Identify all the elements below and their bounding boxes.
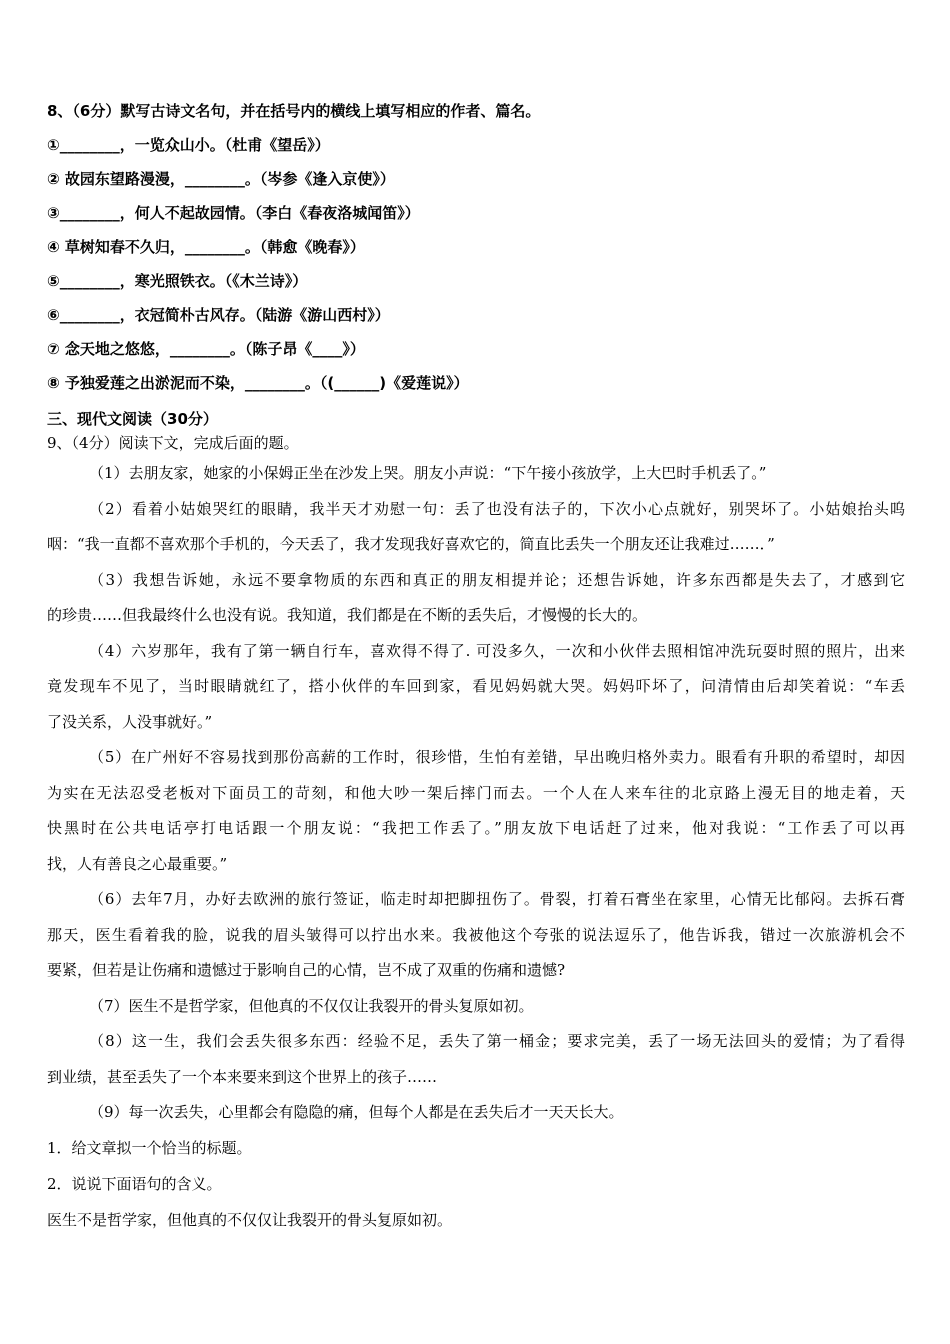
paragraph-5-line: 找，人有善良之心最重要。” [47,854,228,873]
paragraph-3-line: 的珍贵……但我最终什么也没有说。我知道，我们都是在不断的丢失后，才慢慢的长大的。 [47,606,648,624]
section-heading: 三、现代文阅读（30分） [47,410,218,428]
q8-item-3: ③________，何人不起故园情。（李白《春夜洛城闻笛》） [47,204,420,222]
paragraph-2-line: 咽：“我一直都不喜欢那个手机的，今天丢了，我才发现我好喜欢它的，简直比丢失一个朋友还让我难过……．” [47,535,775,553]
question-1: 1．给文章拟一个恰当的标题。 [47,1139,252,1157]
q8-item-6: ⑥________，衣冠简朴古风存。（陆游《游山西村》） [47,306,390,324]
paragraph-9-line: （9）每一次丢失，心里都会有隐隐的痛，但每个人都是在丢失后才一天天长大。 [89,1103,624,1121]
q8-item-1: ①________，一览众山小。（杜甫《望岳》） [47,136,330,154]
paragraph-8-line: （8）这一生，我们会丢失很多东西：经验不足，丢失了第一桶金；要求完美，丢了一场无法回头的爱情；为了看得 [89,1032,905,1050]
q8-item-4: ④ 草树知春不久归，________。（韩愈《晚春》） [47,238,365,256]
paragraph-7-line: （7）医生不是哲学家，但他真的不仅仅让我裂开的骨头复原如初。 [89,996,534,1015]
paragraph-1-line: （1）去朋友家，她家的小保姆正坐在沙发上哭。朋友小声说：“下午接小孩放学，上大巴时手机丢了。” [89,464,767,482]
paragraph-4-line: （4）六岁那年，我有了第一辆自行车，喜欢得不得了. 可没多久，一次和小伙伴去照相馆冲洗玩耍时照的照片，出来 [89,641,905,660]
q9-intro: 9、（4分）阅读下文，完成后面的题。 [47,434,299,452]
paragraph-2-line: （2）看着小姑娘哭红的眼睛，我半天才劝慰一句：丢了也没有法子的，下次小心点就好，别哭坏了。小姑娘抬头呜 [89,499,905,518]
paragraph-5-line: 为实在无法忍受老板对下面员工的苛刻，和他大吵一架后摔门而去。一个人在人来车往的北京路上漫无目的地走着，天 [47,783,905,802]
q8-item-8: ⑧ 予独爱莲之出淤泥而不染，________。（(______)《爱莲说》） [47,374,469,392]
q8-item-7: ⑦ 念天地之悠悠，________。（陈子昂《____》） [47,340,365,358]
q8-title: 8、（6分）默写古诗文名句，并在括号内的横线上填写相应的作者、篇名。 [47,102,541,120]
paragraph-8-line: 到业绩，甚至丢失了一个本来要来到这个世界上的孩子…… [47,1067,438,1086]
passage [47,456,905,1131]
paragraph-5-line: 快黑时在公共电话亭打电话跟一个朋友说：“我把工作丢了。”朋友放下电话赶了过来，他对我说：“工作丢了可以再 [47,819,905,837]
paragraph-4-line: 了没关系，人没事就好。” [47,712,213,731]
paragraph-3-line: （3）我想告诉她，永远不要拿物质的东西和真正的朋友相提并论；还想告诉她，许多东西都是失去了，才感到它 [89,570,905,589]
paragraph-6-line: （6）去年7月，办好去欧洲的旅行签证，临走时却把脚扭伤了。骨裂，打着石膏坐在家里，心情无比郁闷。去拆石膏 [89,890,905,908]
paragraph-5-line: （5）在广州好不容易找到那份高薪的工作时，很珍惜，生怕有差错，早出晚归格外卖力。眼看有升职的希望时，却因 [89,748,905,766]
q8-item-5: ⑤________，寒光照铁衣。（《木兰诗》） [47,272,308,290]
paragraph-6-line: 要紧，但若是让伤痛和遗憾过于影响自己的心情，岂不成了双重的伤痛和遗憾? [47,961,566,979]
q8-item-2: ② 故园东望路漫漫，________。（岑参《逢入京使》） [47,170,395,188]
question-2-quote: 医生不是哲学家，但他真的不仅仅让我裂开的骨头复原如初。 [47,1211,453,1229]
paragraph-6-line: 那天，医生看着我的脸，说我的眉头皱得可以拧出水来。我被他这个夸张的说法逗乐了，他告诉我，错过一次旅游机会不 [47,925,905,944]
paragraph-4-line: 竟发现车不见了，当时眼睛就红了，搭小伙伴的车回到家，看见妈妈就大哭。妈妈吓坏了，问清情由后却笑着说：“车丢 [47,677,905,695]
question-2: 2．说说下面语句的含义。 [47,1175,222,1193]
